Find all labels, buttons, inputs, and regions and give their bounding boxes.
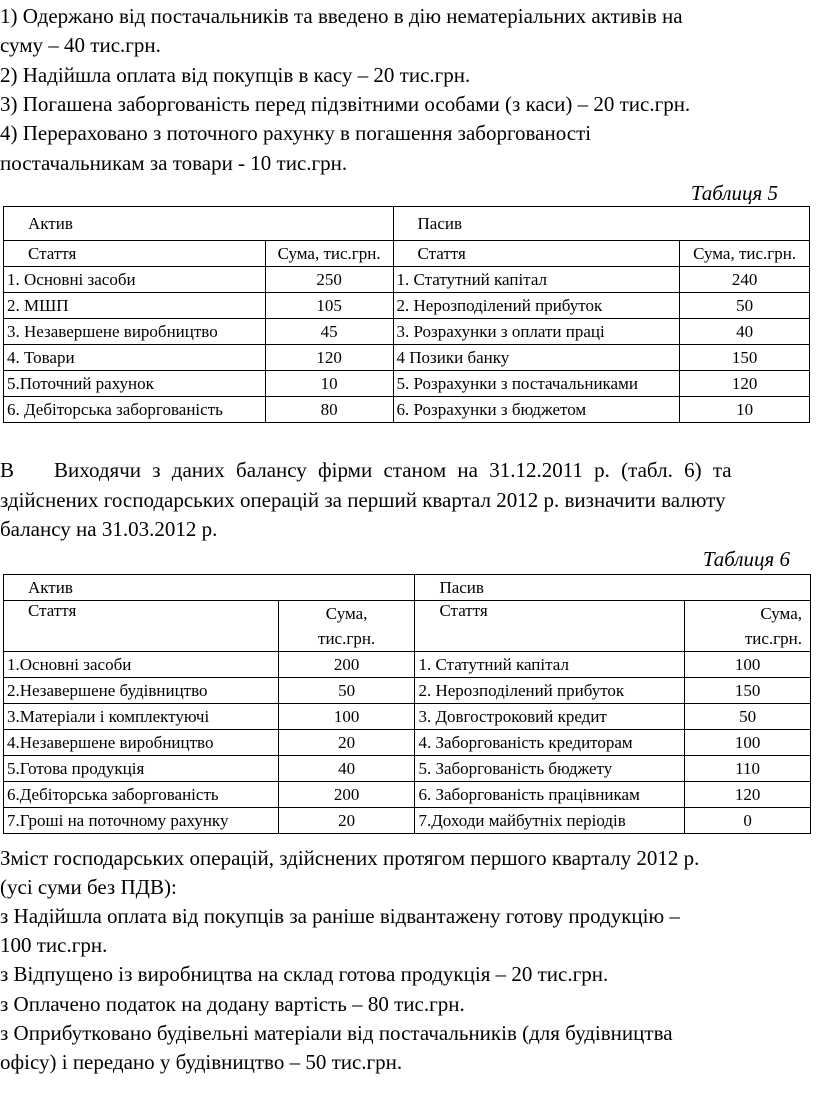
pasyv-sum: 120 — [685, 782, 811, 808]
table6-col-item-a: Стаття — [4, 601, 279, 652]
aktiv-sum: 10 — [265, 371, 393, 397]
pasyv-sum: 110 — [685, 756, 811, 782]
pasyv-sum: 50 — [680, 293, 810, 319]
pasyv-item: 4. Заборгованість кредиторам — [415, 730, 685, 756]
aktiv-sum: 80 — [265, 397, 393, 423]
aktiv-item: 4. Товари — [4, 345, 266, 371]
operations-line-5: з Відпущено із виробництва на склад готова продукція – 20 тис.грн. — [0, 962, 609, 986]
aktiv-item: 6. Дебіторська заборгованість — [4, 397, 266, 423]
table5 — [3, 206, 810, 423]
operations-line-3: з Надійшла оплата від покупців за раніше відвантажену готову продукцію – — [0, 904, 680, 928]
table6-group-header — [4, 575, 811, 601]
aktiv-sum: 40 — [278, 756, 415, 782]
aktiv-item: 2.Незавершене будівництво — [4, 678, 279, 704]
aktiv-sum: 50 — [278, 678, 415, 704]
operations-line-6: з Оплачено податок на додану вартість – 80 тис.грн. — [0, 992, 465, 1016]
pasyv-item: 1. Статутний капітал — [415, 652, 685, 678]
intro-line-4: 3) Погашена заборгованість перед підзвітними особами (з каси) – 20 тис.грн. — [0, 92, 691, 116]
table6-col-sum-a-2: тис.грн. — [318, 629, 376, 648]
table-row — [4, 704, 811, 730]
pasyv-sum: 120 — [680, 371, 810, 397]
pasyv-item: 6. Заборгованість працівникам — [415, 782, 685, 808]
pasyv-item: 2. Нерозподілений прибуток — [393, 293, 680, 319]
pasyv-sum: 240 — [680, 267, 810, 293]
aktiv-item: 7.Гроші на поточному рахунку — [4, 808, 279, 834]
table-row — [4, 756, 811, 782]
task-b-line-1 — [0, 457, 814, 483]
task-b-line-1-text: Виходячи з даних балансу фірми станом на 31.12.2011 р. (табл. 6) та — [54, 458, 732, 482]
table-row — [4, 730, 811, 756]
pasyv-item: 2. Нерозподілений прибуток — [415, 678, 685, 704]
table6-col-sum-a-1: Сума, — [325, 604, 368, 623]
pasyv-sum: 0 — [685, 808, 811, 834]
pasyv-sum: 100 — [685, 652, 811, 678]
aktiv-item: 5.Готова продукція — [4, 756, 279, 782]
table6-col-item-p: Стаття — [415, 601, 685, 652]
operations-line-8: офісу) і передано у будівництво – 50 тис.грн. — [0, 1050, 403, 1074]
table-row — [4, 293, 810, 319]
aktiv-item: 5.Поточний рахунок — [4, 371, 266, 397]
table5-aktiv: Актив — [4, 207, 394, 241]
aktiv-sum: 100 — [278, 704, 415, 730]
aktiv-item: 6.Дебіторська заборгованість — [4, 782, 279, 808]
pasyv-item: 7.Доходи майбутніх періодів — [415, 808, 685, 834]
task-b-line-3: балансу на 31.03.2012 р. — [0, 517, 218, 541]
table5-col-item-p: Стаття — [393, 241, 680, 267]
table6-col-sum-p — [685, 601, 811, 652]
pasyv-item: 1. Статутний капітал — [393, 267, 680, 293]
aktiv-item: 3. Незавершене виробництво — [4, 319, 266, 345]
table5-group-header — [4, 207, 810, 241]
table5-col-sum-p: Сума, тис.грн. — [680, 241, 810, 267]
table-row — [4, 345, 810, 371]
aktiv-item: 2. МШП — [4, 293, 266, 319]
aktiv-sum: 45 — [265, 319, 393, 345]
aktiv-item: 3.Матеріали і комплектуючі — [4, 704, 279, 730]
aktiv-sum: 200 — [278, 782, 415, 808]
aktiv-sum: 250 — [265, 267, 393, 293]
intro-line-5: 4) Перераховано з поточного рахунку в погашення заборгованості — [0, 121, 592, 145]
operations-line-4: 100 тис.грн. — [0, 933, 108, 957]
table6-pasyv: Пасив — [415, 575, 811, 601]
table5-pasyv: Пасив — [393, 207, 810, 241]
table6-col-sum-a — [278, 601, 415, 652]
table6-aktiv: Актив — [4, 575, 415, 601]
table6-col-header — [4, 601, 811, 652]
pasyv-sum: 100 — [685, 730, 811, 756]
table6-caption: Таблиця 6 — [702, 547, 790, 571]
pasyv-item: 3. Розрахунки з оплати праці — [393, 319, 680, 345]
aktiv-item: 4.Незавершене виробництво — [4, 730, 279, 756]
pasyv-sum: 150 — [680, 345, 810, 371]
pasyv-item: 3. Довгостроковий кредит — [415, 704, 685, 730]
pasyv-item: 5. Розрахунки з постачальниками — [393, 371, 680, 397]
operations-line-2: (усі суми без ПДВ): — [0, 875, 177, 899]
pasyv-sum: 40 — [680, 319, 810, 345]
table-row — [4, 371, 810, 397]
aktiv-item: 1. Основні засоби — [4, 267, 266, 293]
table5-caption: Таблиця 5 — [690, 181, 778, 205]
table-row — [4, 319, 810, 345]
table6-col-sum-p-2: тис.грн. — [744, 629, 802, 648]
operations-line-7: з Оприбутковано будівельні матеріали від постачальників (для будівництва — [0, 1021, 673, 1045]
pasyv-item: 6. Розрахунки з бюджетом — [393, 397, 680, 423]
table-row — [4, 808, 811, 834]
table-row — [4, 652, 811, 678]
table-row — [4, 678, 811, 704]
operations-line-1: Зміст господарських операцій, здійснених протягом першого кварталу 2012 р. — [0, 846, 700, 870]
table5-col-item-a: Стаття — [4, 241, 266, 267]
table5-col-header — [4, 241, 810, 267]
pasyv-item: 4 Позики банку — [393, 345, 680, 371]
intro-line-2: суму – 40 тис.грн. — [0, 33, 161, 57]
aktiv-sum: 120 — [265, 345, 393, 371]
intro-line-1: 1) Одержано від постачальників та введено в дію нематеріальних активів на — [0, 4, 683, 28]
aktiv-sum: 105 — [265, 293, 393, 319]
table-row — [4, 267, 810, 293]
pasyv-item: 5. Заборгованість бюджету — [415, 756, 685, 782]
task-b-line-2: здійснених господарських операцій за перший квартал 2012 р. визначити валюту — [0, 488, 726, 512]
task-b-letter: В — [0, 458, 15, 482]
pasyv-sum: 10 — [680, 397, 810, 423]
aktiv-sum: 20 — [278, 730, 415, 756]
table-row — [4, 782, 811, 808]
table6-col-sum-p-1: Сума, — [760, 604, 802, 623]
table6 — [3, 574, 811, 834]
aktiv-item: 1.Основні засоби — [4, 652, 279, 678]
aktiv-sum: 20 — [278, 808, 415, 834]
table5-col-sum-a: Сума, тис.грн. — [265, 241, 393, 267]
intro-line-6: постачальникам за товари - 10 тис.грн. — [0, 151, 348, 175]
aktiv-sum: 200 — [278, 652, 415, 678]
pasyv-sum: 150 — [685, 678, 811, 704]
intro-line-3: 2) Надійшла оплата від покупців в касу – 20 тис.грн. — [0, 63, 471, 87]
table-row — [4, 397, 810, 423]
pasyv-sum: 50 — [685, 704, 811, 730]
